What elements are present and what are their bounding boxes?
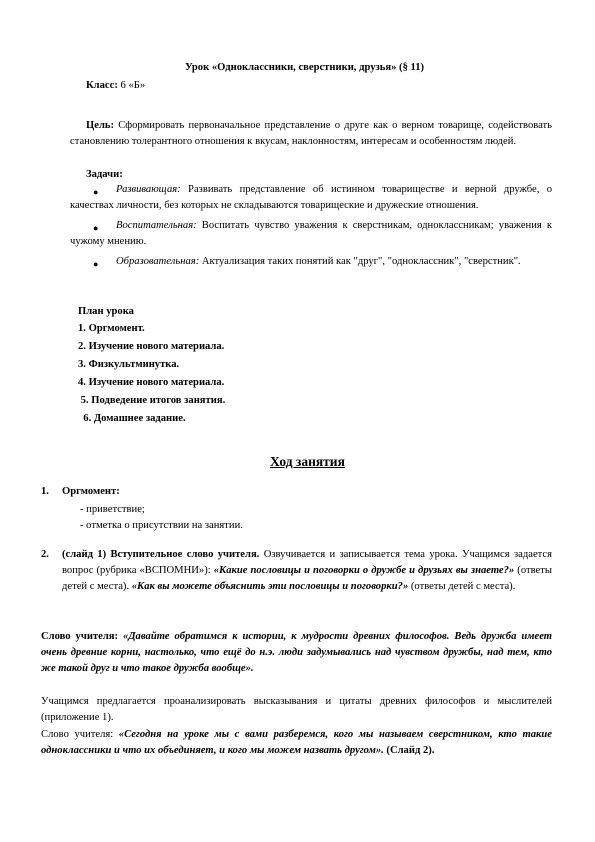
bullet-icon: ● [93,223,99,233]
teacher2-label: Слово учителя: [41,729,114,740]
class-value: 6 «Б» [117,80,146,91]
lesson-title: Урок «Одноклассники, сверстники, друзья» (§ 11) [185,62,425,73]
plan-item-6: 6. Домашнее задание. [78,413,186,424]
teacher-word-1 [41,629,552,677]
step2-number: 2. [41,549,49,560]
step1-number: 1. [41,486,49,497]
plan-heading: План урока [78,306,134,317]
step2-text-c: (ответы детей с места). [408,581,516,592]
teacher2-text: «Сегодня на уроке мы с вами разберемся, кого мы называем сверстником, кто такие одноклассники и что их объединяет, и кого мы можем назвать другом». [41,729,552,756]
step1-item-2: - отметка о присутствии на занятии. [80,520,243,531]
task-label-2: Воспитательная: [116,220,197,231]
teacher1-label: Слово учителя: [41,631,119,642]
class-label: Класс: [86,80,118,91]
step1-item-1: - приветствие; [80,504,145,515]
task-text-2: Воспитать чувство уважения к сверстникам, одноклассникам; уважения к чужому мнению. [70,220,552,247]
plan-item-1: 1. Оргмомент. [78,323,145,334]
step2-italic-b: «Как вы можете объяснить эти пословицы и поговорки?» [131,581,409,592]
plan-item-2: 2. Изучение нового материала. [78,341,225,352]
task-label-1: Развивающая: [116,184,181,195]
teacher1-text: «Давайте обратимся к истории, к мудрости древних философов. Ведь дружба имеет очень древние корни, настолько, что ещё до н.э. люди задумывались над чувством дружбы, над тем, кто же такой друг и что такое дружба вообще». [41,631,552,674]
task-text-3: Актуализация таких понятий как "друг", "одноклассник", "сверстник". [199,256,521,267]
step2-paragraph [62,547,552,595]
plan-item-4: 4. Изучение нового материала. [78,377,225,388]
plan-item-5: 5. Подведение итогов занятия. [78,395,226,406]
task-item-3 [70,254,552,270]
step2-bold: (слайд 1) Вступительное слово учителя. [62,549,260,560]
plan-item-3: 3. Физкультминутка. [78,359,180,370]
teacher2-tail: (Слайд 2). [383,745,435,756]
goal-paragraph [70,118,552,150]
step2-text-b: (ответы детей с места). [62,565,552,592]
step2-text-a: Озвучивается и записывается тема урока. Учащимся задается вопрос (рубрика «ВСПОМНИ»): [62,549,552,576]
step1-title: Оргмомент: [62,486,120,497]
tasks-heading: Задачи: [86,169,123,180]
task-item-1 [70,182,552,214]
bullet-icon: ● [93,259,99,269]
task-label-3: Образовательная: [116,256,200,267]
step2-italic-a: «Какие пословицы и поговорки о дружбе и друзьях вы знаете?» [213,565,515,576]
task-item-2 [70,218,552,250]
class-line [86,78,145,94]
bullet-icon: ● [93,187,99,197]
goal-text: Сформировать первоначальное представление о друге как о верном товарище, содействовать становлению толерантного отношения к вкусам, наклонностям, интересам и особенностям людей. [70,120,552,147]
section-title: Ход занятия [270,454,345,469]
analysis-paragraph: Учащимся предлагается проанализировать высказывания и цитаты древних философов и мыслителей (приложение 1). [41,696,552,723]
teacher-word-2 [41,727,552,759]
goal-label: Цель: [86,120,115,131]
task-text-1: Развивать представление об истинном товариществе и верной дружбе, о качествах личности, без которых не складываются товарищеские и дружеские отношения. [70,184,552,211]
